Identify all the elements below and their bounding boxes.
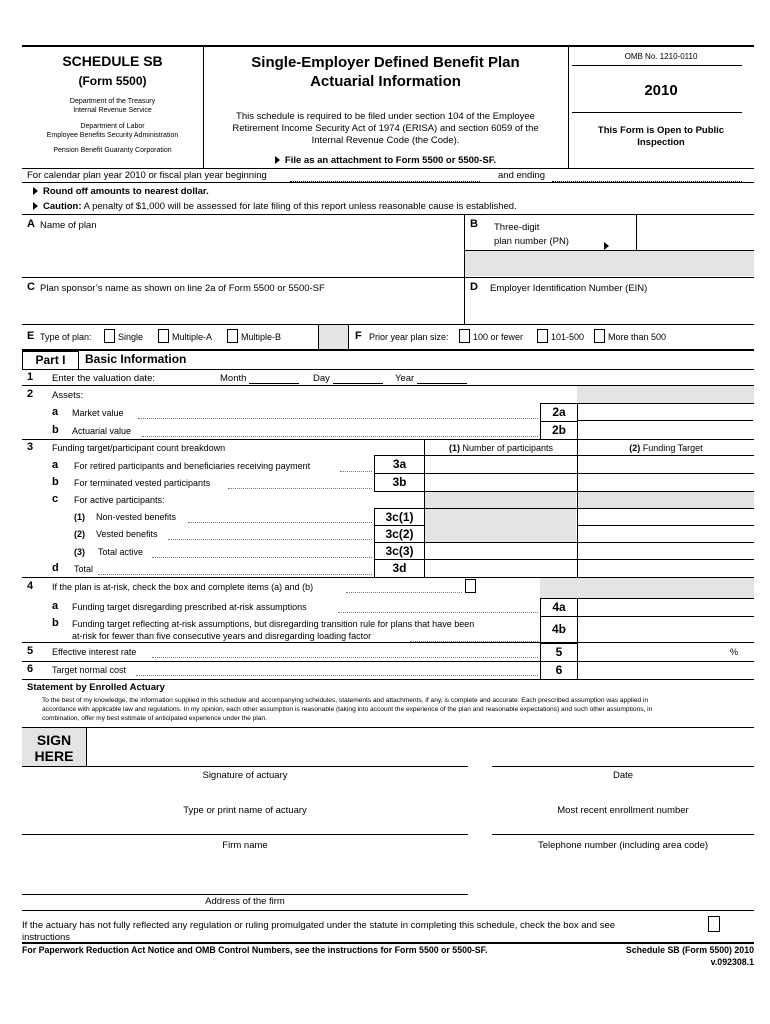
firm-name-input[interactable] [24, 820, 466, 833]
prior-year-size-label: Prior year plan size: [369, 332, 449, 342]
leader-4a [338, 612, 538, 613]
box-3a-label: 3a [374, 455, 425, 474]
public-inspection-line2: Inspection [637, 137, 685, 148]
non-vested-label: Non-vested benefits [96, 512, 177, 522]
actuary-name-label: Type or print name of actuary [183, 805, 307, 816]
retired-participants-label: For retired participants and beneficiaries receiving payment [74, 461, 311, 471]
active-participants-label: For active participants: [74, 495, 165, 505]
total-active-label: Total active [98, 547, 144, 557]
plan-name-input[interactable] [24, 234, 460, 274]
leader-3c2 [168, 539, 372, 540]
line-3d-letter: d [52, 562, 59, 574]
rule-sign-top [22, 727, 754, 728]
line-3c-letter: c [52, 493, 59, 505]
box-3c2-label: 3c(2) [374, 525, 425, 544]
omb-number: OMB No. 1210-0110 [624, 52, 698, 61]
field-c-letter: C [27, 281, 35, 293]
rule-year-top [22, 168, 754, 169]
field-e-letter: E [27, 330, 35, 342]
actuary-statement-line3: combination, offer my best estimate of anticipated experience under the plan. [42, 715, 267, 722]
caution-label: Caution: [43, 201, 82, 212]
form-year: 2010 [644, 82, 678, 99]
telephone-input[interactable] [492, 820, 752, 833]
shaded-line-2 [577, 385, 754, 403]
line-3a-letter: a [52, 459, 59, 471]
actuary-signature-input[interactable] [90, 730, 466, 764]
description-line2: Retirement Income Security Act of 1974 (ERISA) and section 6059 of the [232, 123, 539, 134]
regulation-note-line2: instructions [22, 932, 71, 943]
valuation-year [395, 373, 467, 384]
line-4-number: 4 [27, 580, 34, 592]
rule-year-bottom [22, 182, 754, 183]
year-input[interactable] [417, 373, 467, 384]
market-value-label: Market value [72, 408, 124, 418]
leader-5 [152, 657, 538, 658]
retired-participants-count-input[interactable] [426, 456, 576, 472]
funding-target-reflecting-label-2: at-risk for fewer than five consecutive years and disregarding loading factor [72, 631, 372, 641]
plan-type-multiple-a-checkbox[interactable] [158, 329, 169, 343]
sign-label: SIGN [36, 732, 72, 748]
file-as-attachment [203, 155, 568, 166]
box-3d-label: 3d [374, 559, 425, 578]
rule-footer-top [22, 942, 754, 944]
month-label: Month [220, 373, 247, 384]
leader-3b [228, 488, 372, 489]
sign-box-divider [86, 728, 87, 766]
leader-3d [98, 574, 372, 575]
shaded-3c-col1 [425, 492, 576, 508]
valuation-month [220, 373, 299, 384]
rule-date [492, 766, 754, 767]
plan-type-single-checkbox[interactable] [104, 329, 115, 343]
description-line1: This schedule is required to be filed under section 104 of the Employee [236, 111, 535, 122]
date-label: Date [612, 770, 634, 781]
rule-address-bottom [22, 910, 754, 911]
rule-ab-bottom [22, 277, 754, 278]
divider-pn-box [636, 215, 637, 250]
plan-type-multiple-a-label: Multiple-A [172, 332, 213, 342]
header-divider-right [568, 46, 569, 168]
ein-input[interactable] [468, 297, 752, 321]
divider-e-shade [318, 325, 319, 350]
rule-line1-bottom [22, 385, 754, 386]
col-funding-target-header [578, 443, 754, 453]
funding-target-disregarding-input[interactable] [578, 599, 753, 615]
shaded-area-b [465, 251, 754, 276]
col-participants-header [425, 443, 577, 453]
leader-4 [346, 592, 462, 593]
telephone-label: Telephone number (including area code) [537, 840, 709, 851]
col2-text: Funding Target [640, 443, 703, 453]
signature-label: Signature of actuary [202, 770, 288, 781]
field-f-letter: F [355, 330, 362, 342]
rule-line4b-bottom [22, 642, 754, 643]
round-off-notice [33, 186, 209, 197]
paperwork-notice: For Paperwork Reduction Act Notice and OMB Control Numbers, see the instructions for Form 5500 or 5500-SF. [22, 945, 488, 955]
col2-number: (2) [629, 443, 641, 453]
actuary-statement-line2: accordance with applicable law and regulations. In my opinion, each other assumption is reasonable (taking into account the experience of the plan and reasonable expectations) and such other assumptions, in [42, 706, 653, 713]
rule-line6-bottom [22, 679, 754, 680]
day-label: Day [313, 373, 330, 384]
shaded-3c1-3c2-col1 [425, 509, 576, 542]
target-normal-cost-label: Target normal cost [52, 665, 127, 675]
enrollment-number-input[interactable] [492, 786, 752, 800]
leader-3a [340, 471, 372, 472]
rule-notices-bottom [22, 214, 754, 215]
size-more-than-500-label: More than 500 [608, 332, 667, 342]
percent-sign: % [730, 647, 739, 657]
valuation-day [313, 373, 383, 384]
size-101-500-checkbox[interactable] [537, 329, 548, 343]
form-number: (Form 5500) [78, 74, 147, 88]
line-4b-letter: b [52, 617, 59, 629]
plan-type-multiple-b-label: Multiple-B [241, 332, 282, 342]
divider-e-f [348, 325, 349, 350]
vested-funding-target-input[interactable] [579, 526, 753, 542]
at-risk-checkbox[interactable] [465, 579, 476, 593]
year-rule [572, 112, 742, 113]
size-more-than-500-checkbox[interactable] [594, 329, 605, 343]
size-100-or-fewer-label: 100 or fewer [473, 332, 524, 342]
actuary-name-input[interactable] [24, 786, 466, 800]
agency-ebsa: Employee Benefits Security Administration [46, 132, 179, 139]
assets-label: Assets: [52, 390, 84, 401]
col1-number: (1) [448, 443, 460, 453]
form-title-line1: Single-Employer Defined Benefit Plan [251, 54, 520, 71]
size-101-500-label: 101-500 [551, 332, 585, 342]
box-3c1-label: 3c(1) [374, 508, 425, 527]
retired-funding-target-input[interactable] [579, 456, 753, 472]
actuary-statement-line1: To the best of my knowledge, the information supplied in this schedule and accompanying schedules, statements and attachments, if any, is complete and accurate. Each prescribed assumption was applied in [42, 697, 649, 704]
agency-treasury: Department of the Treasury [69, 98, 156, 105]
line-2-number: 2 [27, 388, 34, 400]
field-a-letter: A [27, 218, 35, 230]
rule-signature [22, 766, 468, 767]
target-normal-cost-input[interactable] [578, 662, 753, 678]
agency-pbgc: Pension Benefit Guaranty Corporation [53, 147, 172, 154]
regulation-note-line1: If the actuary has not fully reflected any regulation or ruling promulgated under the statute in completing this schedule, check the box and see [22, 920, 616, 931]
line-3c1-number: (1) [74, 512, 85, 522]
arrow-right-icon [33, 202, 38, 210]
plan-name-label: Name of plan [40, 220, 97, 231]
size-100-or-fewer-checkbox[interactable] [459, 329, 470, 343]
firm-address-label: Address of the firm [205, 896, 285, 907]
terminated-count-input[interactable] [426, 474, 576, 490]
plan-number-input[interactable] [638, 216, 753, 249]
box-3b-label: 3b [374, 473, 425, 492]
enrollment-number-label: Most recent enrollment number [557, 805, 689, 816]
regulation-checkbox[interactable] [708, 916, 720, 932]
day-input[interactable] [333, 373, 383, 384]
effective-interest-rate-input[interactable] [578, 644, 728, 660]
part-1-title: Basic Information [85, 352, 187, 366]
plan-sponsor-input[interactable] [24, 297, 460, 321]
col1-text: Number of participants [459, 443, 554, 453]
part-1-label: Part I [35, 353, 66, 367]
terminated-funding-target-input[interactable] [579, 474, 753, 490]
line-3c2-number: (2) [74, 529, 85, 539]
plan-type-single-label: Single [118, 332, 144, 342]
rule-line2b-bottom [22, 439, 754, 440]
firm-address-input[interactable] [24, 865, 466, 893]
rule-part1-bottom [22, 369, 754, 370]
actuary-statement-heading: Statement by Enrolled Actuary [27, 682, 165, 693]
line-1-number: 1 [27, 371, 34, 383]
form-title-line2: Actuarial Information [310, 73, 461, 90]
leader-3c3 [152, 557, 372, 558]
schedule-title: SCHEDULE SB [62, 53, 163, 69]
funding-target-reflecting-input[interactable] [578, 617, 753, 641]
agency-labor: Department of Labor [80, 123, 145, 130]
ein-label: Employer Identification Number (EIN) [490, 283, 648, 294]
line-6-number: 6 [27, 663, 34, 675]
total-active-funding-target-input[interactable] [579, 543, 753, 559]
actuarial-value-input[interactable] [578, 422, 753, 438]
box-4b-label: 4b [540, 616, 578, 643]
omb-rule [572, 65, 742, 66]
arrow-right-icon [275, 156, 280, 164]
leader-3c1 [188, 522, 372, 523]
line-3c3-number: (3) [74, 547, 85, 557]
year-label: Year [395, 373, 415, 384]
rule-address [22, 894, 468, 895]
effective-interest-rate-label: Effective interest rate [52, 647, 137, 657]
leader-2a [138, 418, 538, 419]
rule-ef-bottom [22, 349, 754, 351]
shaded-area-e [318, 325, 348, 349]
valuation-date-label: Enter the valuation date: [52, 373, 155, 384]
terminated-vested-label: For terminated vested participants [74, 478, 211, 488]
firm-name-label: Firm name [222, 840, 268, 851]
total-count-input[interactable] [426, 560, 576, 576]
month-input[interactable] [249, 373, 299, 384]
funding-target-disregarding-label: Funding target disregarding prescribed at-risk assumptions [72, 602, 307, 612]
line-5-number: 5 [27, 645, 34, 657]
part-1-tab [22, 351, 79, 369]
funding-target-reflecting-label-1: Funding target reflecting at-risk assumptions, but disregarding transition rule for plans that have been [72, 619, 475, 629]
field-b-letter: B [470, 218, 478, 230]
agency-irs: Internal Revenue Service [73, 107, 152, 114]
shaded-line-4 [540, 578, 754, 598]
plan-type-multiple-b-checkbox[interactable] [227, 329, 238, 343]
arrow-right-icon [33, 187, 38, 195]
box-6-label: 6 [540, 661, 578, 680]
rule-phone [492, 834, 754, 835]
total-active-count-input[interactable] [426, 543, 576, 559]
line-4a-letter: a [52, 600, 59, 612]
plan-year-ending-label: and ending [498, 170, 546, 181]
plan-number-label-2: plan number (PN) [494, 236, 569, 247]
line-3b-letter: b [52, 476, 59, 488]
funding-target-breakdown-label: Funding target/participant count breakdown [52, 443, 226, 453]
field-d-letter: D [470, 281, 478, 293]
plan-sponsor-label: Plan sponsor’s name as shown on line 2a of Form 5500 or 5500-SF [40, 283, 325, 294]
line-2a-letter: a [52, 406, 59, 418]
footer-version: v.092308.1 [710, 957, 754, 967]
box-4a-label: 4a [540, 598, 578, 617]
here-label: HERE [34, 748, 74, 764]
caution-notice [33, 201, 517, 212]
top-rule [22, 45, 754, 47]
file-as-text: File as an attachment to Form 5500 or 5500-SF. [284, 155, 497, 166]
caution-text: A penalty of $1,000 will be assessed for late filing of this report unless reasonable cause is established. [81, 201, 517, 212]
public-inspection-line1: This Form is Open to Public [597, 125, 725, 136]
non-vested-funding-target-input[interactable] [579, 509, 753, 525]
total-label: Total [74, 564, 94, 574]
plan-type-label: Type of plan: [40, 332, 92, 342]
footer-schedule-id: Schedule SB (Form 5500) 2010 [625, 945, 754, 955]
shaded-3c-col2 [578, 492, 754, 508]
rule-firm [22, 834, 468, 835]
vested-benefits-label: Vested benefits [96, 529, 158, 539]
leader-6 [136, 675, 538, 676]
market-value-input[interactable] [578, 404, 753, 421]
box-2a-label: 2a [540, 403, 578, 422]
actuarial-value-label: Actuarial value [72, 426, 132, 436]
leader-2b [142, 436, 538, 437]
plan-year-beginning-label: For calendar plan year 2010 or fiscal plan year beginning [27, 170, 267, 181]
box-3c3-label: 3c(3) [374, 542, 425, 561]
round-off-text: Round off amounts to nearest dollar. [43, 186, 209, 197]
arrow-right-icon [604, 242, 609, 250]
signature-date-input[interactable] [492, 730, 752, 764]
box-5-label: 5 [540, 643, 578, 662]
rule-cd-bottom [22, 324, 754, 325]
box-2b-label: 2b [540, 421, 578, 440]
line-3-number: 3 [27, 441, 34, 453]
total-funding-target-input[interactable] [579, 560, 753, 576]
line-2b-letter: b [52, 424, 59, 436]
divider-c-d [464, 278, 465, 324]
plan-number-label-1: Three-digit [494, 222, 540, 233]
at-risk-label: If the plan is at-risk, check the box and complete items (a) and (b) [52, 582, 314, 592]
description-line3: Internal Revenue Code (the Code). [311, 135, 460, 146]
